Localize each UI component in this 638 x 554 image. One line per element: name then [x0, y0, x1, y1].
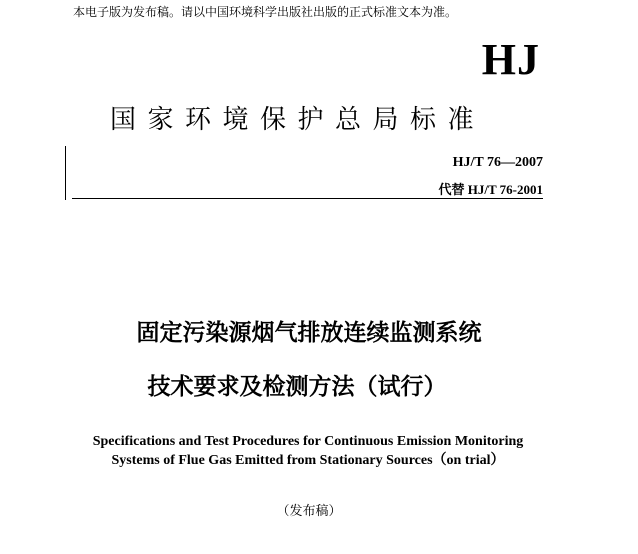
- replaces-standard: 代替 HJ/T 76-2001: [438, 182, 543, 197]
- title-en-line1: Specifications and Test Procedures for Continuous Emission Monitoring: [92, 434, 524, 449]
- issuing-authority: 国家环境保护总局标准: [110, 105, 486, 135]
- draft-label: （发布稿）: [276, 504, 342, 519]
- hj-logo: HJ: [481, 35, 540, 84]
- header-divider: [72, 198, 543, 199]
- standard-number: HJ/T 76—2007: [452, 155, 543, 170]
- title-cn-line2: 技术要求及检测方法（试行）: [147, 374, 447, 400]
- title-en-line2: Systems of Flue Gas Emitted from Stationary Sources（on trial）: [111, 453, 505, 468]
- vertical-divider: [65, 146, 66, 200]
- title-cn-line1: 固定污染源烟气排放连续监测系统: [136, 320, 482, 346]
- publication-notice: 本电子版为发布稿。请以中国环境科学出版社出版的正式标准文本为准。: [73, 5, 458, 19]
